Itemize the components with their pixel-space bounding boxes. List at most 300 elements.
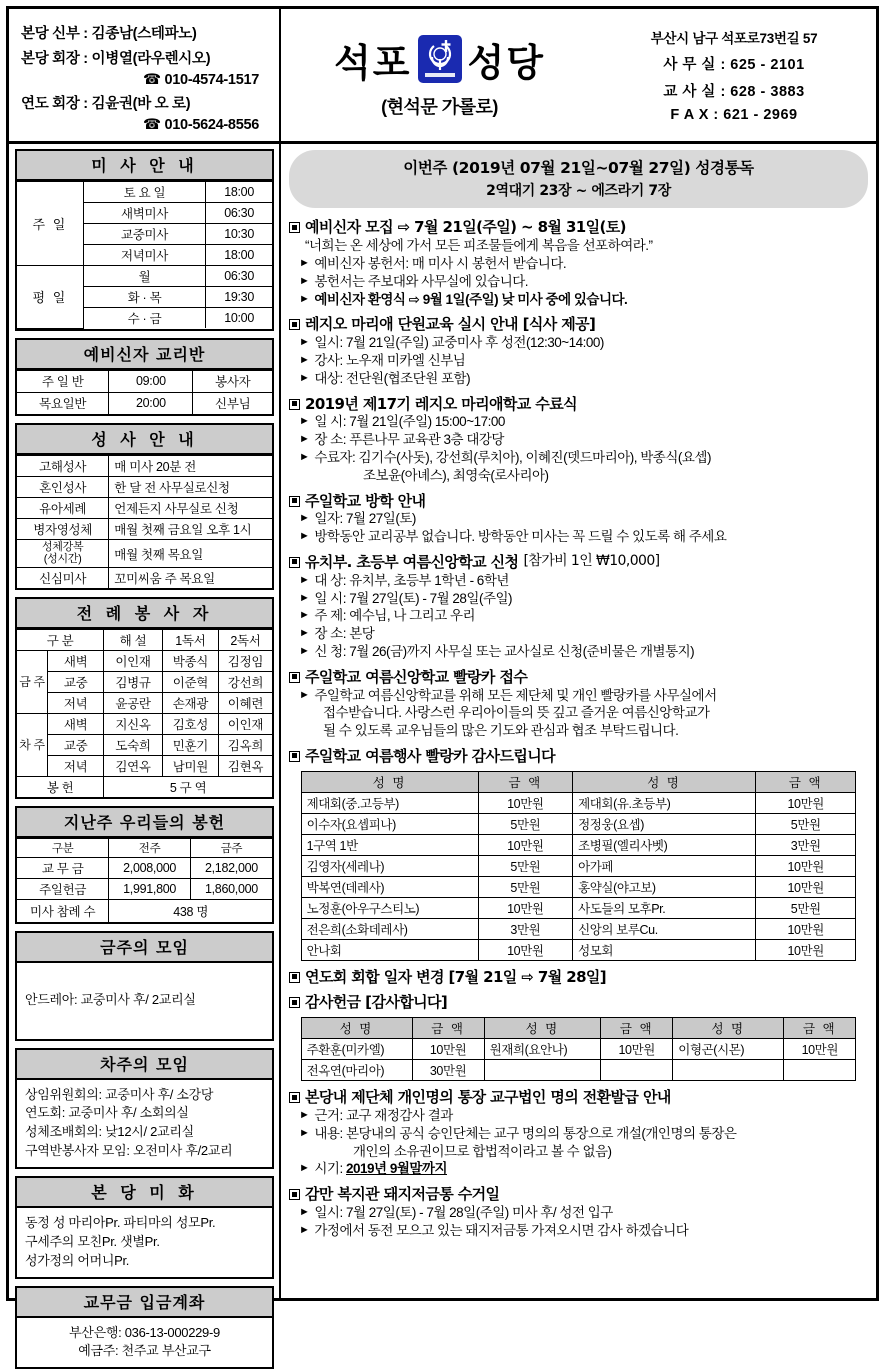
catechism-class: 주 일 반 — [17, 370, 109, 392]
church-cleaning-box — [15, 1176, 274, 1279]
deadline-value: 2019년 9월말까지 — [346, 1161, 447, 1176]
bullet-text: 수료자: 김기수(사돗), 강선희(루치아), 이혜진(뎃드마리아), 박종식(요셉) — [314, 449, 868, 467]
table-row — [17, 693, 272, 714]
triangle-bullet-icon: ► — [299, 255, 309, 273]
section-heading-suffix: [참가비 1인 ₩10,000] — [523, 553, 659, 571]
meeting-line: 안드레아: 교중미사 후/ 2교리실 — [25, 991, 196, 1010]
left-column — [9, 144, 281, 1298]
bank-transfer-notice-section — [289, 1088, 868, 1178]
palanca-donations-table — [301, 771, 857, 961]
table-row — [17, 651, 272, 672]
bullet-text: 일시: 7월 21일(주일) 교중미사 후 성전(12:30~14:00) — [314, 334, 868, 352]
offering-cur: 2,182,000 — [190, 858, 272, 879]
section-heading-text: 예비신자 모집 ⇨ 7월 21일(주일) ~ 8월 31일(토) — [305, 218, 626, 237]
thanksgiving-donations-table — [301, 1017, 857, 1081]
table-row — [17, 777, 272, 798]
offering-prev: 1,991,800 — [109, 879, 191, 900]
bullet-continuation: 될 수 있도록 교우님들의 많은 기도와 관심과 협조 부탁드립니다. — [289, 722, 868, 740]
donation-amount: 10만원 — [756, 939, 856, 960]
table-row — [301, 876, 856, 897]
server-time: 새벽 — [48, 714, 104, 735]
section-heading — [289, 218, 868, 237]
bullet-text: 내용: 본당내의 공식 승인단체는 교구 명의의 통장으로 개설(개인명의 통장은 — [314, 1125, 868, 1143]
triangle-bullet-icon: ► — [299, 687, 309, 705]
bullet-item — [289, 572, 868, 590]
bullet-text: 일 시: 7월 21일(주일) 15:00~17:00 — [314, 413, 868, 431]
mass-time: 18:00 — [206, 245, 272, 266]
church-name-right: 성당 — [468, 32, 545, 87]
offering-cur: 1,860,000 — [190, 879, 272, 900]
server-reading2: 강선희 — [218, 672, 272, 693]
triangle-bullet-icon: ► — [299, 1160, 309, 1178]
bullet-item — [289, 643, 868, 661]
this-week-meetings-body — [17, 963, 272, 1039]
sacrament-value: 매월 첫째 금요일 오후 1시 — [109, 519, 272, 540]
mass-time: 10:00 — [206, 308, 272, 329]
table-row — [17, 714, 272, 735]
donation-amount: 10만원 — [756, 792, 856, 813]
donor-name — [673, 1060, 784, 1081]
thanksgiving-offering-section — [289, 993, 868, 1081]
donor-name: 주환훈(미카엘) — [301, 1039, 412, 1060]
donor-name: 전은희(소화데레사) — [301, 918, 478, 939]
section-heading — [289, 553, 868, 572]
donor-name: 홍약실(야고보) — [573, 876, 756, 897]
donor-name — [484, 1060, 601, 1081]
table-row — [301, 834, 856, 855]
square-bullet-icon — [289, 1189, 300, 1200]
square-bullet-icon — [289, 399, 300, 410]
donor-name: 이형곤(시몬) — [673, 1039, 784, 1060]
section-heading-text: 연도회 회합 일자 변경 [7월 21일 ⇨ 7월 28일] — [305, 968, 606, 987]
donation-amount: 10만원 — [756, 918, 856, 939]
this-week-meetings-box — [15, 931, 274, 1041]
cleaning-line: 구세주의 모친Pr. 샛별Pr. — [25, 1233, 264, 1252]
meeting-line: 상임위원회의: 교중미사 후/ 소강당 — [25, 1086, 264, 1105]
scripture-quote: “너희는 온 세상에 가서 모든 피조물들에게 복음을 선포하여라.” — [289, 237, 868, 255]
triangle-bullet-icon: ► — [299, 625, 309, 643]
square-bullet-icon — [289, 972, 300, 983]
donor-name: 이수자(요셉피나) — [301, 813, 478, 834]
donor-name: 노정훈(아우구스티노) — [301, 897, 478, 918]
server-commentator: 지신옥 — [104, 714, 163, 735]
next-week-meetings-box — [15, 1048, 274, 1169]
donation-amount: 5만원 — [478, 876, 572, 897]
triangle-bullet-icon: ► — [299, 370, 309, 388]
offering-table — [17, 838, 272, 922]
triangle-bullet-icon: ► — [299, 572, 309, 590]
mass-time: 18:00 — [206, 182, 272, 203]
sacrament-name: 고해성사 — [17, 456, 109, 477]
server-time: 저녁 — [48, 693, 104, 714]
triangle-bullet-icon: ► — [299, 1222, 309, 1240]
sacrament-name-line2: (성시간) — [17, 554, 108, 566]
bank-account-title: 교무금 입금계좌 — [17, 1288, 272, 1318]
section-heading — [289, 747, 868, 766]
bullet-item — [289, 413, 868, 431]
donor-name: 1구역 1반 — [301, 834, 478, 855]
yeondo-president-phone: ☎ 010-5624-8556 — [21, 117, 273, 133]
server-reading1: 박종식 — [162, 651, 218, 672]
header-title-block — [281, 9, 598, 141]
server-reading1: 손재광 — [162, 693, 218, 714]
table-row — [17, 456, 272, 477]
mass-time: 06:30 — [206, 203, 272, 224]
meeting-line: 구역반봉사자 모임: 오전미사 후/2교리 — [25, 1142, 264, 1161]
bank-account-number: 부산은행: 036-13-000229-9 — [25, 1324, 264, 1343]
table-row — [17, 498, 272, 519]
bullet-text: 일자: 7월 27일(토) — [314, 510, 868, 528]
server-time: 저녁 — [48, 756, 104, 777]
sacrament-value: 매 미사 20분 전 — [109, 456, 272, 477]
sacrament-value: 매월 첫째 목요일 — [109, 540, 272, 568]
section-heading — [289, 492, 868, 511]
bullet-item — [289, 510, 868, 528]
square-bullet-icon — [289, 1092, 300, 1103]
donation-amount — [784, 1060, 856, 1081]
weekday-label: 평 일 — [17, 266, 83, 329]
triangle-bullet-icon: ► — [299, 528, 309, 546]
sacrament-name: 혼인성사 — [17, 477, 109, 498]
bullet-text: 예비신자 봉헌서: 매 미사 시 봉헌서 받습니다. — [314, 255, 868, 273]
triangle-bullet-icon: ► — [299, 590, 309, 608]
section-heading — [289, 668, 868, 687]
sacrament-name — [17, 540, 109, 568]
section-heading — [289, 1088, 868, 1107]
teacher-room-phone: 교 사 실 : 628 - 3883 — [602, 80, 866, 101]
bullet-item — [289, 625, 868, 643]
bank-account-holder: 예금주: 천주교 부산교구 — [25, 1342, 264, 1361]
donation-amount: 5만원 — [756, 897, 856, 918]
church-name-left: 석포 — [334, 32, 411, 87]
table-row — [17, 392, 272, 414]
bullet-item — [289, 528, 868, 546]
donation-amount: 10만원 — [478, 834, 572, 855]
church-title-row — [334, 32, 545, 87]
sacrament-name: 병자영성체 — [17, 519, 109, 540]
church-cleaning-body — [17, 1208, 272, 1277]
server-time: 새벽 — [48, 651, 104, 672]
square-bullet-icon — [289, 496, 300, 507]
catechism-table — [17, 370, 272, 415]
bullet-text: 근거: 교구 재정감사 결과 — [314, 1107, 868, 1125]
church-cleaning-title: 본 당 미 화 — [17, 1178, 272, 1208]
palanca-thanks-section — [289, 747, 868, 961]
section-heading-text: 감사헌금 [감사합니다] — [305, 993, 447, 1012]
section-heading — [289, 1185, 868, 1204]
header-contact-block — [9, 9, 281, 141]
triangle-bullet-icon: ► — [299, 643, 309, 661]
server-time: 교중 — [48, 735, 104, 756]
sacrament-name: 유아세례 — [17, 498, 109, 519]
offering-box — [15, 806, 274, 924]
bullet-text: 대 상: 유치부, 초등부 1학년 - 6학년 — [314, 572, 868, 590]
sacrament-table — [17, 455, 272, 588]
bullet-item — [289, 1125, 868, 1143]
square-bullet-icon — [289, 557, 300, 568]
bullet-text: 봉헌서는 주보대와 사무실에 있습니다. — [314, 273, 868, 291]
table-row — [17, 540, 272, 568]
attendance-label: 미사 참례 수 — [17, 900, 109, 922]
cleaning-line: 동정 성 마리아Pr. 파티마의 성모Pr. — [25, 1214, 264, 1233]
catechism-time: 09:00 — [109, 370, 193, 392]
church-address: 부산시 남구 석포로73번길 57 — [602, 27, 866, 47]
cleaning-line: 성가정의 어머니Pr. — [25, 1252, 264, 1271]
table-row — [301, 939, 856, 960]
section-heading — [289, 993, 868, 1012]
sacrament-title: 성 사 안 내 — [17, 425, 272, 455]
square-bullet-icon — [289, 319, 300, 330]
table-row — [17, 266, 272, 287]
mass-name: 교중미사 — [83, 224, 205, 245]
donation-amount: 5만원 — [478, 855, 572, 876]
server-reading2: 김옥희 — [218, 735, 272, 756]
mass-name: 수 · 금 — [83, 308, 205, 329]
triangle-bullet-icon: ► — [299, 510, 309, 528]
sacrament-name-line1: 성체강복 — [17, 542, 108, 554]
bullet-item — [289, 431, 868, 449]
catechism-time: 20:00 — [109, 392, 193, 414]
table-header-row — [17, 839, 272, 858]
sunday-label: 주 일 — [17, 182, 83, 266]
office-phone: 사 무 실 : 625 - 2101 — [602, 53, 866, 74]
table-row — [17, 182, 272, 203]
bullet-item — [289, 352, 868, 370]
donor-name: 박복연(데레사) — [301, 876, 478, 897]
section-heading — [289, 315, 868, 334]
section-heading-text: 본당내 제단체 개인명의 통장 교구법인 명의 전환발급 안내 — [305, 1088, 671, 1107]
donation-amount: 5만원 — [756, 813, 856, 834]
bullet-text: 장 소: 푸른나무 교육관 3층 대강당 — [314, 431, 868, 449]
donor-name: 신앙의 보루Cu. — [573, 918, 756, 939]
bullet-item — [289, 370, 868, 388]
table-row — [301, 1060, 856, 1081]
mass-schedule-table — [17, 181, 272, 329]
donor-name: 사도들의 모후Pr. — [573, 897, 756, 918]
section-heading-text: 감만 복지관 돼지저금통 수거일 — [305, 1185, 499, 1204]
pastor-line: 본당 신부 : 김종남(스테파노) — [21, 22, 273, 43]
next-week-meetings-title: 차주의 모임 — [17, 1050, 272, 1080]
section-heading-text: 레지오 마리애 단원교육 실시 안내 [식사 제공] — [305, 315, 595, 334]
square-bullet-icon — [289, 222, 300, 233]
bank-account-body — [17, 1318, 272, 1368]
table-row — [301, 855, 856, 876]
president-phone: ☎ 010-4574-1517 — [21, 72, 273, 88]
sacrament-name: 신심미사 — [17, 568, 109, 589]
bullet-item — [289, 607, 868, 625]
attendance-value: 438 명 — [109, 900, 272, 922]
table-header-row — [301, 1018, 856, 1039]
table-row — [301, 1039, 856, 1060]
bullet-item — [289, 273, 868, 291]
server-commentator: 김연옥 — [104, 756, 163, 777]
catechism-box — [15, 338, 274, 417]
church-subtitle: (현석문 가롤로) — [381, 93, 498, 119]
donation-amount: 10만원 — [756, 876, 856, 897]
announcement-section — [289, 315, 868, 387]
col-header-name: 성 명 — [673, 1018, 784, 1039]
donor-name: 조병필(엘리사벳) — [573, 834, 756, 855]
col-header-name: 성 명 — [573, 771, 756, 792]
group-label-next-week: 차 주 — [17, 714, 48, 777]
triangle-bullet-icon: ► — [299, 1125, 309, 1143]
announcement-section — [289, 218, 868, 308]
triangle-bullet-icon: ► — [299, 291, 309, 309]
triangle-bullet-icon: ► — [299, 273, 309, 291]
donor-name: 성모회 — [573, 939, 756, 960]
donation-amount: 10만원 — [756, 855, 856, 876]
mass-name: 화 · 목 — [83, 287, 205, 308]
offering-zone-label: 봉 헌 — [17, 777, 104, 798]
offering-zone-value: 5 구 역 — [104, 777, 272, 798]
donor-name: 안나회 — [301, 939, 478, 960]
catechism-teacher: 신부님 — [193, 392, 272, 414]
server-commentator: 이인재 — [104, 651, 163, 672]
liturgical-servers-title: 전 례 봉 사 자 — [17, 599, 272, 629]
donation-amount: 30만원 — [412, 1060, 484, 1081]
church-emblem-icon — [418, 35, 462, 83]
group-label-this-week: 금 주 — [17, 651, 48, 714]
table-row — [17, 568, 272, 589]
table-row — [17, 519, 272, 540]
square-bullet-icon — [289, 672, 300, 683]
server-reading1: 민훈기 — [162, 735, 218, 756]
section-heading-text: 주일학교 여름신앙학교 빨랑카 접수 — [305, 668, 527, 687]
bullet-item — [289, 687, 868, 705]
table-row — [17, 900, 272, 922]
table-row — [301, 897, 856, 918]
triangle-bullet-icon: ► — [299, 1204, 309, 1222]
donation-amount: 3만원 — [478, 918, 572, 939]
col-header-division: 구 분 — [17, 630, 104, 651]
mass-name: 저녁미사 — [83, 245, 205, 266]
triangle-bullet-icon: ► — [299, 352, 309, 370]
table-row — [17, 858, 272, 879]
piggy-bank-collection-section — [289, 1185, 868, 1239]
mass-time: 19:30 — [206, 287, 272, 308]
donation-amount: 10만원 — [478, 897, 572, 918]
sacrament-value: 언제든지 사무실로 신청 — [109, 498, 272, 519]
donation-amount — [601, 1060, 673, 1081]
bullet-item — [289, 1204, 868, 1222]
bullet-text: 일시: 7월 27일(토) - 7월 28일(주일) 미사 후/ 성전 입구 — [314, 1204, 868, 1222]
offering-prev: 2,008,000 — [109, 858, 191, 879]
table-row — [301, 918, 856, 939]
bullet-item — [289, 1222, 868, 1240]
table-row — [17, 370, 272, 392]
bible-reading-range: 2역대기 23장 ~ 에즈라기 7장 — [299, 180, 858, 200]
bible-reading-week: 이번주 (2019년 07월 21일~07월 27일) 성경통독 — [299, 156, 858, 178]
section-heading-text: 유치부. 초등부 여름신앙학교 신청 — [305, 553, 518, 572]
section-heading-text: 주일학교 방학 안내 — [305, 492, 425, 511]
server-reading2: 이인재 — [218, 714, 272, 735]
server-reading1: 남미원 — [162, 756, 218, 777]
col-header-amount: 금 액 — [784, 1018, 856, 1039]
bullet-item — [289, 255, 868, 273]
section-heading — [289, 395, 868, 414]
deadline-label: 시기: — [314, 1161, 342, 1176]
donation-amount: 5만원 — [478, 813, 572, 834]
donor-name: 원재희(요안나) — [484, 1039, 601, 1060]
table-header-row — [17, 630, 272, 651]
catechism-class: 목요일반 — [17, 392, 109, 414]
col-header-commentator: 해 설 — [104, 630, 163, 651]
table-row — [17, 477, 272, 498]
this-week-meetings-title: 금주의 모임 — [17, 933, 272, 963]
bullet-item — [289, 449, 868, 467]
donor-name: 제대회(중.고등부) — [301, 792, 478, 813]
offering-type: 교 무 금 — [17, 858, 109, 879]
meeting-line: 연도회: 교중미사 후/ 소회의실 — [25, 1104, 264, 1123]
triangle-bullet-icon: ► — [299, 449, 309, 467]
mass-name: 월 — [83, 266, 205, 287]
col-header-division: 구분 — [17, 839, 109, 858]
bullet-text: 장 소: 본당 — [314, 625, 868, 643]
section-heading-text: 주일학교 여름행사 빨랑카 감사드립니다 — [305, 747, 555, 766]
donation-amount: 10만원 — [412, 1039, 484, 1060]
server-reading2: 김정임 — [218, 651, 272, 672]
sacrament-value: 꼬미씨움 주 목요일 — [109, 568, 272, 589]
bullet-item — [289, 334, 868, 352]
meeting-line: 성체조배회의: 낮12시/ 2교리실 — [25, 1123, 264, 1142]
mass-time: 06:30 — [206, 266, 272, 287]
president-line: 본당 회장 : 이병열(라우렌시오) — [21, 47, 273, 68]
square-bullet-icon — [289, 997, 300, 1008]
table-header-row — [301, 771, 856, 792]
col-header-second-reading: 2독서 — [218, 630, 272, 651]
meeting-date-change-section — [289, 968, 868, 987]
next-week-meetings-body — [17, 1080, 272, 1167]
server-reading1: 이준혁 — [162, 672, 218, 693]
bullet-item — [289, 291, 868, 309]
table-row — [301, 813, 856, 834]
triangle-bullet-icon: ► — [299, 431, 309, 449]
table-row — [17, 756, 272, 777]
triangle-bullet-icon: ► — [299, 413, 309, 431]
mass-schedule-title: 미 사 안 내 — [17, 151, 272, 181]
liturgical-servers-table — [17, 629, 272, 797]
server-reading2: 이혜련 — [218, 693, 272, 714]
donation-amount: 10만원 — [478, 939, 572, 960]
triangle-bullet-icon: ► — [299, 1107, 309, 1125]
server-commentator: 김병규 — [104, 672, 163, 693]
announcement-section — [289, 395, 868, 485]
announcement-section — [289, 668, 868, 740]
col-header-amount: 금 액 — [412, 1018, 484, 1039]
bullet-text: 신 청: 7월 26(금)까지 사무실 또는 교사실로 신청(준비물은 개별통지) — [314, 643, 868, 661]
right-column — [281, 144, 876, 1298]
col-header-amount: 금 액 — [601, 1018, 673, 1039]
donor-name: 정정웅(요셉) — [573, 813, 756, 834]
bullet-continuation: 조보윤(아녜스), 최영숙(로사리아) — [289, 467, 868, 485]
bullet-text: 방학동안 교리공부 없습니다. 방학동안 미사는 꼭 드릴 수 있도록 해 주세요 — [314, 528, 868, 546]
page-body — [9, 144, 876, 1298]
bullet-continuation: 접수받습니다. 사랑스런 우리아이들의 뜻 깊고 즐거운 여름신앙학교가 — [289, 704, 868, 722]
bullet-text: 대상: 전단원(협조단원 포함) — [314, 370, 868, 388]
page-header — [9, 9, 876, 144]
page-border — [6, 6, 879, 1301]
table-row — [301, 792, 856, 813]
server-time: 교중 — [48, 672, 104, 693]
col-header-name: 성 명 — [301, 1018, 412, 1039]
bullet-item — [289, 1160, 868, 1178]
mass-name: 새벽미사 — [83, 203, 205, 224]
donor-name: 아가페 — [573, 855, 756, 876]
triangle-bullet-icon: ► — [299, 334, 309, 352]
mass-name: 토 요 일 — [83, 182, 205, 203]
col-header-name: 성 명 — [301, 771, 478, 792]
col-header-amount: 금 액 — [756, 771, 856, 792]
